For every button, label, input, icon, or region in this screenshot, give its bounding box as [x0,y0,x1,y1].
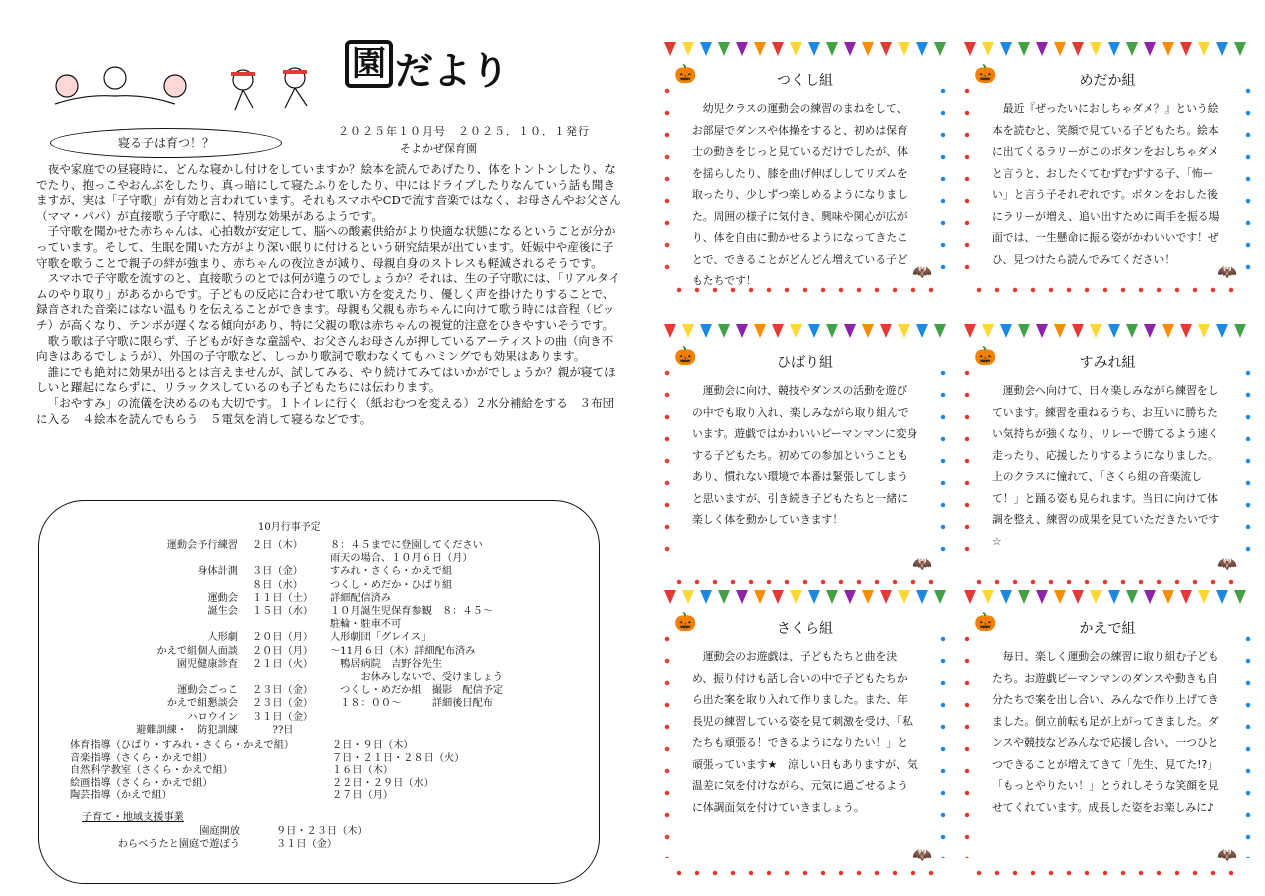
event-date: ２３日（金） [252,698,314,710]
class-panel [960,322,1255,587]
lesson-name: 陶芸指導（かえで組） [70,790,172,802]
bunting-flag [1000,590,1012,604]
event-name: 誕生会 [207,606,238,617]
bunting-flag [1162,42,1174,56]
dotted-border-right [940,628,946,858]
bunting-flag [1126,324,1138,338]
class-panels [660,40,1260,890]
class-name: つくし組 [777,73,833,89]
event-date: １５日（水） [252,606,314,617]
bunting-decoration [960,40,1255,58]
lesson-date: ７日・２１日・２８日（火） [332,752,465,764]
event-detail: すみれ・さくら・かえで組 [330,566,453,578]
class-report: 毎日、楽しく運動会の練習に取り組む子どもたち。お遊戯ピーマンマンのダンスや動きも自分たちで案を出し合い、みんなで作り上げてきました。倒立前転も足が上がってきました。ダンスや競技などみんなで応援し合い、一つひとつできることが増えてきて「先生、見てた!?」「もっとやりたい！」とうれしそうな笑顔を見せてくれています。成長した姿をお楽しみに♪ [992,650,1219,814]
bunting-flag [964,324,976,338]
bunting-decoration [660,588,950,606]
event-detail: 鴨居病院 吉野谷先生 [330,658,443,670]
bunting-flag [898,590,910,604]
bunting-flag [1180,324,1192,338]
lesson-row [70,778,434,791]
bunting-flag [1144,42,1156,56]
bunting-flag [1162,324,1174,338]
event-date: ２１日（火） [252,658,314,670]
bunting-flag [1036,324,1048,338]
event-date: ２３日（金） [252,685,314,697]
essay-paragraph: スマホで子守歌を流すのと、直接歌うのとでは何が違うのでしょうか？それは、生の子守歌には、「リアルタイムのやり取り」があるからです。子どもの反応に合わせて歌い方を変えたり、優しく声を掛けたりすることで、録音された音楽にはない温もりを伝えることができます。母親も父親も赤ちゃんに向けて歌う時には音程（ピッチ）が高くなり、テンポが遅くなる傾向があり、特に父親の歌は赤ちゃんの視覚的注意をひきやすいそうです。 [36,271,621,332]
bunting-flag [916,42,928,56]
bunting-flag [1054,324,1066,338]
bunting-flag [1108,590,1120,604]
lesson-name: 自然科学教室（さくら・かえで組） [70,765,233,777]
topic-bubble: 寝る子は育つ！？ [50,128,282,158]
dotted-border-right [1245,628,1251,858]
bunting-flag [880,42,892,56]
title-kanji-box: 園 [345,40,393,88]
bunting-flag [736,324,748,338]
bunting-flag [1216,42,1228,56]
support-row [90,839,337,852]
event-detail: お休みしないで、受けましょう [330,672,503,683]
event-name: 運動会 [207,592,238,604]
pumpkin-icon: 🎃 [974,64,997,85]
class-name: めだか組 [1079,73,1136,89]
bunting-decoration [660,40,950,58]
bat-icon: 🦇 [1217,845,1237,864]
bunting-flag [880,324,892,338]
dotted-border-left [964,362,970,567]
bunting-flag [826,324,838,338]
event-row [96,606,493,619]
bunting-flag [982,42,994,56]
bunting-flag [1072,324,1084,338]
event-date: ８日（水） [252,579,303,591]
pumpkin-icon: 🎃 [974,346,997,367]
lesson-row [70,790,393,803]
event-row [96,632,431,645]
bunting-flag [1108,324,1120,338]
event-name: 人形劇 [207,632,238,644]
event-name: 運動会ごっこ [177,685,238,697]
pumpkin-icon: 🎃 [674,346,697,367]
bunting-flag [964,590,976,604]
bunting-flag [982,324,994,338]
bat-icon: 🦇 [912,845,932,864]
bunting-flag [1162,590,1174,604]
dotted-border-bottom [970,579,1245,585]
event-detail: 人形劇団「グレイス」 [330,632,432,644]
essay-body [36,162,622,427]
newsletter-title [345,40,509,95]
bunting-flag [844,42,856,56]
dotted-border-bottom [670,579,940,585]
event-row [96,646,475,659]
bunting-flag [826,42,838,56]
bunting-decoration [960,322,1255,340]
bunting-flag [1126,42,1138,56]
bunting-flag [736,590,748,604]
bunting-flag [1198,324,1210,338]
bunting-flag [664,590,676,604]
event-row [96,553,473,566]
bunting-flag [682,42,694,56]
bunting-flag [898,42,910,56]
children-illustration [45,64,335,120]
bunting-flag [1144,324,1156,338]
bunting-flag [1036,590,1048,604]
bunting-flag [1180,42,1192,56]
dotted-border-right [940,362,946,567]
lesson-row [70,753,464,766]
class-report: 運動会のお遊戯は、子どもたちと曲を決め、振り付けも話し合いの中で子どもたちから出た案を取り入れて作りました。また、年長児の練習している姿を見て刺激を受け、「私たちも頑張る！できるようになりたい！」と頑張っています★ 涼しい日もありますが、気温差に気を付けながら、元気に過ごせるように体調面気を付けていきましょう。 [692,650,918,814]
class-panel [960,40,1255,295]
class-name: さくら組 [777,621,833,637]
bunting-flag [790,42,802,56]
bunting-flag [682,324,694,338]
essay-paragraph: 子守歌を聞かせた赤ちゃんは、心拍数が安定して、脳への酸素供給がより快適な状態になるということが分かっています。そして、生眠を聞いた方がより深い眠りに付けるという研究結果が出ています。妊娠中や産後に子守歌を歌うことで親子の絆が強まり、赤ちゃんの夜泣きが減り、母親自身のストレスも軽減されるそうです。 [36,224,616,270]
bunting-flag [934,42,946,56]
bunting-flag [1000,42,1012,56]
bunting-decoration [960,588,1255,606]
event-detail: つくし・めだか組 撮影 配信予定 [330,685,504,697]
lesson-name: 音楽指導（さくら・かえで組） [70,752,213,764]
essay-paragraph: 「おやすみ」の流儀を決めるのも大切です。１トイレに行く（紙おむつを変える）２水分補給をする ３布団に入る ４絵本を読んでもらう ５電気を消して寝るなどです。 [36,395,615,426]
class-panel [660,588,950,878]
bunting-flag [916,324,928,338]
bunting-flag [1216,324,1228,338]
bunting-flag [1018,42,1030,56]
event-row [96,698,493,711]
lesson-row [70,765,393,778]
lesson-date: ２２日・２９日（水） [332,777,434,789]
bat-icon: 🦇 [1217,262,1237,281]
school-name: そよかぜ保育園 [400,142,477,155]
bunting-flag [808,324,820,338]
bunting-flag [772,42,784,56]
bunting-flag [772,324,784,338]
bunting-flag [1054,590,1066,604]
bunting-flag [862,42,874,56]
lesson-date: １６日（木） [332,765,394,777]
event-name: かえで組個人面談 [156,645,238,657]
event-date: ２日（木） [252,540,303,551]
bunting-flag [1216,590,1228,604]
event-date: ２０日（月） [252,632,314,644]
dotted-border-left [664,362,670,567]
bunting-flag [718,42,730,56]
issue-date: ２０２５年１０月号 ２０２５．１０．１発行 [338,125,590,138]
bunting-flag [718,590,730,604]
event-name: 身体計測 [197,566,238,578]
event-detail: 詳細配信済み [330,592,392,604]
event-date: ??日 [252,724,294,736]
event-date: ３１日（金） [252,711,314,723]
class-report: 最近『ぜったいにおしちゃダメ？』という絵本を読むと、笑顔で見ている子どもたち。絵本に出てくるラリーがこのボタンをおしちゃダメと言うと、おしたくてむずむずする子、「怖ーい」と言う子それぞれです。ボタンをおした後にラリーが増え、追い出すために両手を振る場面では、一生懸命に振る姿がかわいいです！ぜひ、見つけたら読んでみてください！ [992,102,1220,266]
bunting-flag [736,42,748,56]
event-row [96,685,503,698]
bunting-flag [700,590,712,604]
dotted-border-left [964,80,970,275]
event-row [96,566,452,579]
bunting-flag [1198,42,1210,56]
bunting-flag [754,590,766,604]
support-name: 園庭開放 [199,826,240,837]
event-detail: 駐輪・駐車不可 [330,619,402,631]
bunting-flag [1054,42,1066,56]
essay-paragraph: 歌う歌は子守歌に限らず、子どもが好きな童謡や、お父さんお母さんが押しているアーティストの曲（向き不向きはあるでしょうが）、外国の子守歌など、しっかり歌詞で歌わなくてもハミングでも効果はあります。 [36,333,614,364]
bat-icon: 🦇 [912,554,932,573]
event-detail: ８：４５までに登園してください [330,540,483,551]
pumpkin-icon: 🎃 [974,612,997,633]
dotted-border-left [964,628,970,858]
event-name: ハロウイン [187,711,238,723]
event-detail: １８：００～ 詳細後日配布 [330,698,493,710]
class-panel [660,322,950,587]
dotted-border-bottom [970,870,1245,876]
bunting-flag [862,590,874,604]
bunting-flag [1198,590,1210,604]
bunting-flag [790,590,802,604]
bunting-flag [1234,42,1246,56]
bunting-flag [898,324,910,338]
bunting-flag [826,590,838,604]
class-panel [960,588,1255,878]
bunting-flag [718,324,730,338]
event-detail: １０月誕生児保育参観 ８：４５～ [330,606,493,617]
support-row [90,826,368,839]
event-row [96,580,452,593]
class-name: かえで組 [1079,621,1136,637]
event-detail: 雨天の場合、１０月６日（月） [330,553,473,565]
bat-icon: 🦇 [912,262,932,281]
bunting-flag [934,324,946,338]
support-name: わらべうたと園庭で遊ぼう [117,839,240,850]
bunting-flag [880,590,892,604]
event-date: ２０日（月） [252,645,314,657]
bunting-flag [1090,42,1102,56]
support-date: ９日・２３日（木） [276,826,368,837]
dotted-border-right [940,80,946,275]
dotted-border-bottom [970,287,1245,293]
event-row [96,619,401,632]
bunting-flag [1018,324,1030,338]
bunting-flag [1126,590,1138,604]
event-date: ３日（金） [252,566,303,578]
bunting-flag [1234,590,1246,604]
bunting-flag [1090,324,1102,338]
dotted-border-right [1245,80,1251,275]
event-name: 避難訓練・ 防犯訓練 [136,724,238,736]
dotted-border-bottom [670,870,940,876]
bunting-flag [1000,324,1012,338]
class-report: 運動会に向け、競技やダンスの活動を遊びの中でも取り入れ、楽しみながら取り組んでいます。遊戯ではかわいいピーマンマンに変身する子どもたち。初めての参加ということもあり、慣れない環境で本番は緊張してしまうと思いますが、引き続き子どもたちと一緒に楽しく体を動かしていきます！ [692,384,918,526]
bunting-flag [1072,590,1084,604]
bunting-flag [1072,42,1084,56]
lesson-date: ２７日（月） [332,790,394,802]
bunting-flag [754,42,766,56]
bunting-flag [754,324,766,338]
class-report: 運動会へ向けて、日々楽しみながら練習をしています。練習を重ねるうち、お互いに勝ちたい気持ちが強くなり、リレーで勝てるよう速く走ったり、応援したりするようになりました。上のクラスに憧れて、「さくら組の音楽流して！」と踊る姿も見られます。当日に向けて体調を整え、練習の成果を見ていただきたいです☆ [992,384,1220,548]
event-row [96,593,391,606]
bunting-flag [1180,590,1192,604]
bunting-flag [664,324,676,338]
event-row [96,659,442,672]
title-text: だより [395,49,510,93]
event-date: １１日（土） [252,592,314,604]
bunting-flag [1090,590,1102,604]
event-row [96,725,330,738]
bunting-flag [808,42,820,56]
bunting-flag [1144,590,1156,604]
support-title: 子育て・地域支援事業 [82,812,184,823]
lesson-date: ２日・９日（木） [332,740,414,751]
bunting-flag [772,590,784,604]
event-row [96,672,503,685]
dotted-border-right [1245,362,1251,567]
bunting-flag [1108,42,1120,56]
bunting-decoration [660,322,950,340]
bunting-flag [1234,324,1246,338]
essay-paragraph: 誰にでも絶対に効果が出るとは言えませんが、試してみる、やり続けてみてはいかがでしょうか？親が寝てほしいと躍起にならずに、リラックスしているのも子どもたちには伝わります。 [36,364,616,395]
lesson-name: 絵画指導（さくら・かえで組） [70,777,213,789]
class-report: 幼児クラスの運動会の練習のまねをして、お部屋でダンスや体操をすると、初めは保育士の動きをじっと見ているだけでしたが、体を揺らしたり、膝を曲げ伸ばししてリズムを取ったり、少しずつ楽しめるようになりました。周囲の様子に気付き、興味や関心が広がり、体を自由に動かせるようになってきたことで、できることがどんどん増えている子どもたちです！ [692,102,908,287]
bunting-flag [844,590,856,604]
bunting-flag [1018,590,1030,604]
event-row [96,540,483,553]
bunting-flag [664,42,676,56]
class-name: すみれ組 [1079,355,1136,371]
bunting-flag [790,324,802,338]
bunting-flag [700,324,712,338]
event-name: かえで組懇談会 [166,698,238,710]
bunting-flag [862,324,874,338]
pumpkin-icon: 🎃 [674,64,697,85]
event-name: 園児健康診査 [176,658,238,670]
lesson-name: 体育指導（ひばり・すみれ・さくら・かえで組） [70,740,295,751]
bunting-flag [916,590,928,604]
bat-icon: 🦇 [1217,554,1237,573]
support-date: ３１日（金） [276,839,338,850]
essay-paragraph: 夜や家庭での昼寝時に、どんな寝かし付けをしていますか？絵本を読んであげたり、体をトントンしたり、なでたり、抱っこやおんぶをしたり、真っ暗にして寝たふりをしたり、中にはドライブしたりなんていう話も聞きますが、実は「子守歌」が有効と言われています。それもスマホやCDで流す音楽ではなく、お母さんやお父さん（ママ・パパ）が直接歌う子守歌に、特別な効果があるようです。 [36,162,621,223]
class-panel [660,40,950,295]
bunting-flag [808,590,820,604]
lesson-row [70,740,414,753]
event-name: 運動会予行練習 [166,540,238,551]
event-detail: ～11月６日（木）詳細配布済み [330,645,476,657]
event-detail: つくし・めだか・ひばり組 [330,579,453,591]
bunting-flag [964,42,976,56]
bunting-flag [682,590,694,604]
pumpkin-icon: 🎃 [674,612,697,633]
events-title: 10月行事予定 [258,522,321,533]
bunting-flag [1036,42,1048,56]
dotted-border-left [664,80,670,275]
bunting-flag [934,590,946,604]
bunting-flag [700,42,712,56]
bunting-flag [982,590,994,604]
event-row [96,712,330,725]
bunting-flag [844,324,856,338]
dotted-border-left [664,628,670,858]
class-name: ひばり組 [777,355,833,371]
